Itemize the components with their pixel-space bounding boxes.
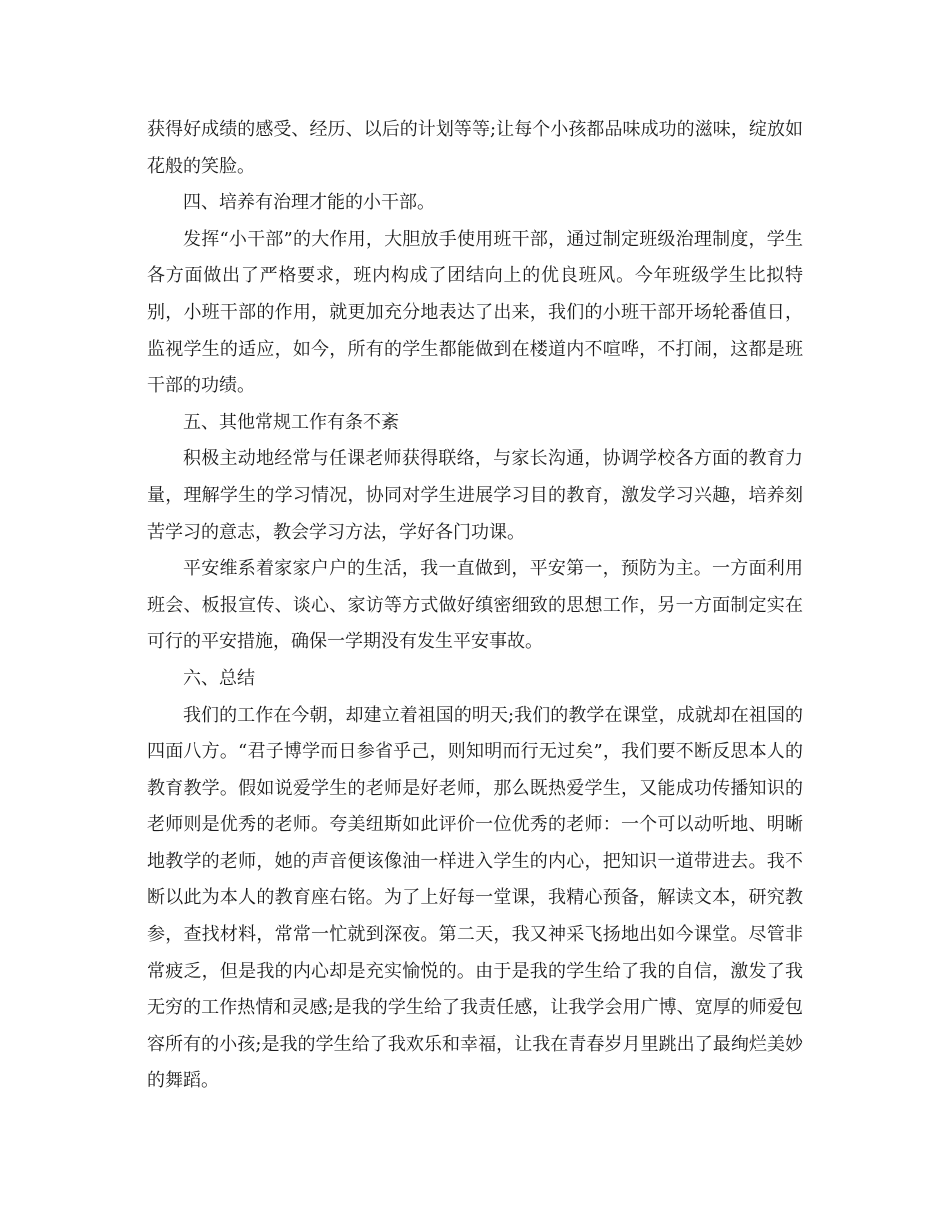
- paragraph-continued: 获得好成绩的感受、经历、以后的计划等等;让每个小孩都品味成功的滋味，绽放如花般的笑脸。: [147, 119, 803, 177]
- document-page: [147, 112, 803, 1100]
- section-heading-6: 六、总结: [183, 667, 255, 689]
- section-heading-5: 五、其他常规工作有条不紊: [183, 411, 399, 433]
- paragraph: 我们的工作在今朝，却建立着祖国的明天;我们的教学在课堂，成就却在祖国的四面八方。“君子博学而日参省乎己，则知明而行无过矣”，我们要不断反思本人的教育教学。假如说爱学生的老师是好老师，那么既热爱学生，又能成功传播知识的老师则是优秀的老师。夸美纽斯如此评价一位优秀的老师：一个可以动听地、明晰地教学的老师，她的声音便该像油一样进入学生的内心，把知识一道带进去。我不断以此为本人的教育座右铭。为了上好每一堂课，我精心预备，解读文本，研究教参，查找材料，常常一忙就到深夜。第二天，我又神采飞扬地出如今课堂。尽管非常疲乏，但是我的内心却是充实愉悦的。由于是我的学生给了我的自信，激发了我无穷的工作热情和灵感;是我的学生给了我责任感，让我学会用广博、宽厚的师爱包容所有的小孩;是我的学生给了我欢乐和幸福，让我在青春岁月里跳出了最绚烂美妙的舞蹈。: [147, 704, 803, 1092]
- paragraph: 发挥“小干部”的大作用，大胆放手使用班干部，通过制定班级治理制度，学生各方面做出了严格要求，班内构成了团结向上的优良班风。今年班级学生比拟特别，小班干部的作用，就更加充分地表达了出来，我们的小班干部开场轮番值日，监视学生的适应，如今，所有的学生都能做到在楼道内不喧哗，不打闹，这都是班干部的功绩。: [147, 228, 803, 397]
- paragraph: 积极主动地经常与任课老师获得联络，与家长沟通，协调学校各方面的教育力量，理解学生的学习情况，协同对学生进展学习目的教育，激发学习兴趣，培养刻苦学习的意志，教会学习方法，学好各门功课。: [147, 448, 803, 543]
- paragraph: 平安维系着家家户户的生活，我一直做到，平安第一，预防为主。一方面利用班会、板报宣传、谈心、家访等方式做好缜密细致的思想工作，另一方面制定实在可行的平安措施，确保一学期没有发生平安事故。: [147, 558, 803, 653]
- section-heading-4: 四、培养有治理才能的小干部。: [183, 192, 435, 214]
